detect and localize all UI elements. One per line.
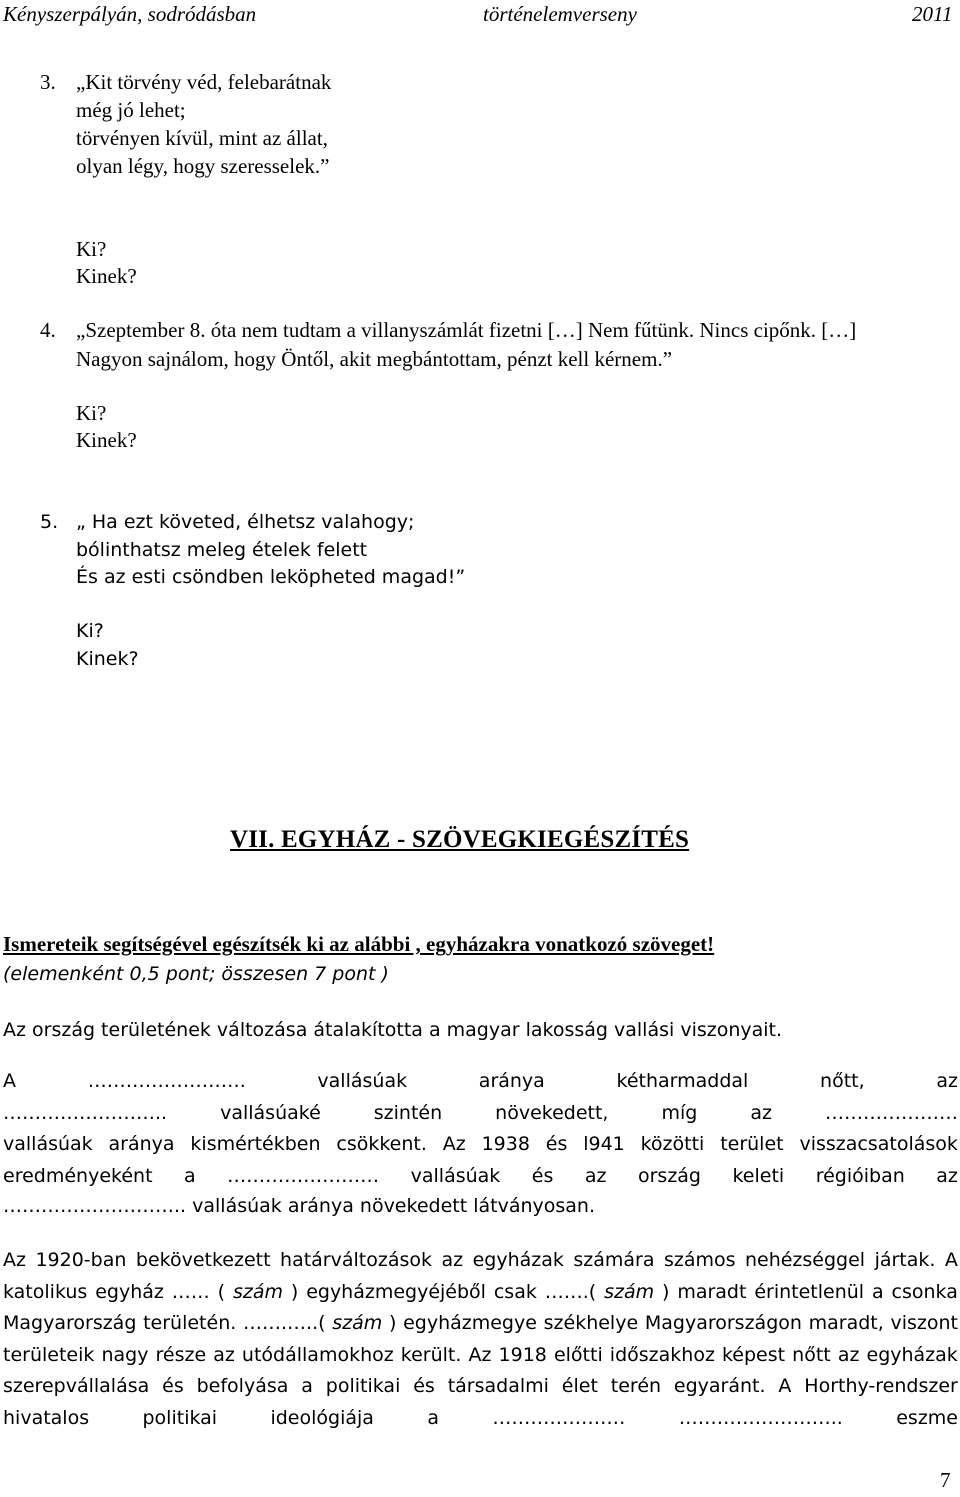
word: és: [162, 1375, 184, 1397]
word: régióiban: [815, 1164, 905, 1187]
fill-in-line: [3, 1245, 958, 1277]
word: ideológiája: [270, 1406, 374, 1429]
word: kétharmaddal: [616, 1070, 749, 1092]
word: 1918: [498, 1343, 547, 1366]
word: 1920-ban: [35, 1249, 127, 1271]
word: az: [936, 1070, 958, 1092]
word: jártak.: [874, 1249, 936, 1271]
q3-number: 3.: [40, 70, 56, 94]
word: társadalmi: [447, 1375, 549, 1397]
word: az: [750, 1101, 772, 1124]
q4-number: 4.: [40, 318, 56, 342]
word: nehézséggel: [744, 1249, 866, 1271]
word: csak: [493, 1280, 537, 1303]
fill-in-line: [3, 1403, 958, 1435]
word: utódállamokhoz: [241, 1343, 394, 1366]
word: vallásúaké: [220, 1101, 321, 1124]
q4-line: Nagyon sajnálom, hogy Öntől, akit megbántottam, pénzt kell kérnem.”: [76, 347, 673, 371]
word: l941: [583, 1133, 625, 1155]
word: Az: [442, 1133, 466, 1155]
header-left: Kényszerpályán, sodródásban: [3, 2, 257, 26]
q5-line: „ Ha ezt követed, élhetsz valahogy;: [76, 511, 415, 533]
word: csonka: [891, 1280, 958, 1303]
word: nagy: [101, 1343, 149, 1366]
word: eredményeként: [3, 1164, 153, 1187]
section-instruction: Ismereteik segítségével egészítsék ki az alábbi , egyházakra vonatkozó szöveget!: [3, 932, 715, 956]
word: aránya: [108, 1133, 175, 1155]
word: területeik: [3, 1343, 95, 1366]
word: szerepvállalása: [3, 1375, 150, 1397]
fill-in-line: [3, 1340, 958, 1372]
word: szám: [232, 1280, 283, 1303]
word: és: [413, 1375, 435, 1397]
q3-line: olyan légy, hogy szeresselek.”: [76, 154, 330, 178]
word: ): [290, 1280, 299, 1303]
word: növekedett,: [495, 1101, 609, 1124]
blank-placeholder: …………………: [824, 1101, 958, 1124]
word: Magyarországon: [644, 1312, 802, 1334]
word: határváltozások: [280, 1249, 433, 1271]
word: a: [871, 1280, 884, 1303]
word: ): [662, 1280, 670, 1303]
q5-line: És az esti csöndben leköpheted magad!”: [76, 566, 466, 588]
q4-whom-label: Kinek?: [76, 428, 137, 452]
q5-who-label: Ki?: [76, 620, 104, 642]
word: egyházmegyéjéből: [306, 1280, 486, 1303]
word: a: [427, 1406, 439, 1429]
blank-placeholder: ……………………: [227, 1164, 380, 1187]
word: A: [944, 1249, 958, 1271]
word: része: [155, 1343, 207, 1366]
word: egyaránt.: [673, 1375, 766, 1397]
fill-in-paragraph-1: [3, 1066, 958, 1192]
word: A: [3, 1070, 16, 1092]
word: visszacsatolások: [799, 1133, 958, 1155]
word: keleti: [732, 1164, 785, 1187]
word: az: [837, 1343, 860, 1366]
word: szám: [604, 1280, 655, 1303]
word: maradt: [677, 1280, 747, 1303]
word: szám: [332, 1312, 383, 1334]
fill-in-line: [3, 1066, 958, 1098]
word: a: [184, 1164, 196, 1187]
q3-line: „Kit törvény véd, felebarátnak: [76, 70, 332, 94]
word: nőtt: [792, 1343, 831, 1366]
word: az: [584, 1164, 607, 1187]
word: ország: [637, 1164, 701, 1187]
word: ): [388, 1312, 397, 1334]
word: egyházak: [472, 1249, 564, 1271]
blank-placeholder: …………………: [492, 1406, 626, 1429]
blank-placeholder: …………………….: [87, 1070, 246, 1092]
word: vallásúak: [317, 1070, 408, 1092]
fill-in-line: [3, 1129, 958, 1161]
blank-placeholder: …….…..(: [242, 1312, 326, 1334]
word: politikai: [142, 1406, 218, 1429]
section-title: VII. EGYHÁZ - SZÖVEGKIEGÉSZÍTÉS: [230, 826, 690, 853]
word: vallásúak: [410, 1164, 501, 1187]
q5-line: bólinthatsz meleg ételek felett: [76, 539, 368, 561]
word: míg: [661, 1101, 698, 1124]
q4-line: „Szeptember 8. óta nem tudtam a villanyszámlát fizetni […] Nem fűtünk. Nincs cipőnk. […]: [76, 318, 857, 342]
fill-in-paragraph-2: [3, 1245, 958, 1434]
blank-placeholder: ……………………..: [678, 1406, 843, 1429]
word: terén: [610, 1375, 662, 1397]
header-center: történelemverseny: [483, 2, 637, 26]
word: élet: [561, 1375, 598, 1397]
q3-line: még jó lehet;: [76, 98, 186, 122]
word: és: [545, 1133, 568, 1155]
word: a: [301, 1375, 313, 1397]
word: egyházak: [866, 1343, 958, 1366]
word: területén.: [143, 1312, 237, 1334]
word: számára: [573, 1249, 655, 1271]
fill-in-line: [3, 1308, 958, 1340]
word: maradt,: [808, 1312, 884, 1334]
word: székhelye: [543, 1312, 639, 1334]
blank-placeholder: ……………………..: [3, 1101, 168, 1124]
word: közötti: [640, 1133, 705, 1155]
q4-who-label: Ki?: [76, 401, 107, 425]
word: 1938: [481, 1133, 530, 1155]
word: A: [778, 1375, 792, 1397]
fill-in-line: [3, 1371, 958, 1403]
q3-who-label: Ki?: [76, 237, 107, 261]
word: egyházmegye: [403, 1312, 537, 1334]
fill-in-line: [3, 1277, 958, 1309]
word: vallásúak: [3, 1133, 93, 1155]
word: hivatalos: [3, 1406, 90, 1429]
word: Az: [3, 1249, 26, 1271]
blank-placeholder: ……: [171, 1280, 210, 1303]
word: érintetlenül: [754, 1280, 865, 1303]
q5-whom-label: Kinek?: [76, 648, 139, 670]
fill-in-line: [3, 1098, 958, 1130]
word: az: [936, 1164, 958, 1187]
word: befolyása: [196, 1375, 289, 1397]
word: bekövetkezett: [135, 1249, 271, 1271]
word: az: [441, 1249, 464, 1271]
fill-in-line: [3, 1161, 958, 1193]
word: nőtt,: [820, 1070, 865, 1092]
word: aránya: [478, 1070, 545, 1092]
word: egyház: [95, 1280, 164, 1303]
q3-whom-label: Kinek?: [76, 264, 137, 288]
word: időszakhoz: [609, 1343, 715, 1366]
points-note: (elemenként 0,5 pont; összesen 7 pont ): [3, 963, 389, 985]
q3-line: törvényen kívül, mint az állat,: [76, 126, 328, 150]
word: Az: [468, 1343, 492, 1366]
word: kismértékben: [190, 1133, 321, 1155]
q5-number: 5.: [40, 511, 59, 533]
word: előtti: [553, 1343, 603, 1366]
page-number: 7: [940, 1468, 951, 1492]
word: katolikus: [3, 1280, 88, 1303]
word: számos: [663, 1249, 736, 1271]
word: szintén: [373, 1101, 443, 1124]
word: terület: [720, 1133, 784, 1155]
header-year: 2011: [912, 2, 953, 26]
word: képest: [721, 1343, 786, 1366]
fill-in-line: ……………………….. vallásúak aránya növekedett látványosan.: [3, 1195, 595, 1217]
intro-sentence: Az ország területének változása átalakította a magyar lakosság vallási viszonyait.: [3, 1019, 783, 1041]
word: Magyarország: [3, 1312, 137, 1334]
word: politikai: [325, 1375, 401, 1397]
word: Horthy-rendszer: [804, 1375, 958, 1397]
word: viszont: [890, 1312, 958, 1334]
word: (: [217, 1280, 226, 1303]
word: az: [213, 1343, 235, 1366]
word: került.: [400, 1343, 462, 1366]
blank-placeholder: …….(: [544, 1280, 597, 1303]
word: és: [531, 1164, 554, 1187]
word: eszme: [896, 1406, 958, 1429]
word: csökkent.: [336, 1133, 427, 1155]
